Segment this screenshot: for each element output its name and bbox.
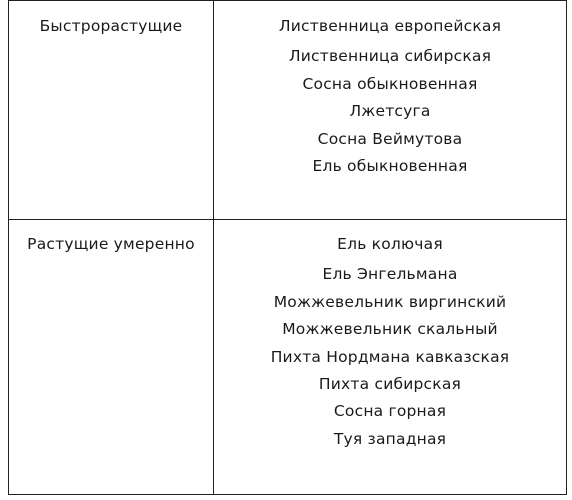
list-item: Пихта Нордмана кавказская <box>270 347 510 366</box>
list-item: Лиственница сибирская <box>288 47 492 66</box>
list-item: Лиственница европейская <box>278 17 502 35</box>
list-item: Туя западная <box>333 429 447 448</box>
growth-rate-table <box>8 0 567 495</box>
list-item: Лжетсуга <box>349 102 431 121</box>
list-item: Можжевельник виргинский <box>273 292 507 311</box>
list-item: Ель Энгельмана <box>322 265 458 284</box>
category-cell <box>9 220 214 495</box>
table-row <box>9 1 567 220</box>
list-item: Можжевельник скальный <box>282 320 498 339</box>
species-cell <box>214 220 567 495</box>
species-cell <box>214 1 567 220</box>
list-item: Сосна обыкновенная <box>302 74 478 93</box>
list-item: Пихта сибирская <box>318 375 462 394</box>
species-list <box>214 1 566 180</box>
category-label: Быстрорастущие <box>39 17 183 35</box>
category-label: Растущие умеренно <box>27 235 195 253</box>
list-item: Сосна горная <box>333 402 447 421</box>
table-row <box>9 220 567 495</box>
species-list <box>214 220 566 453</box>
category-cell <box>9 1 214 220</box>
list-item: Сосна Веймутова <box>317 129 463 148</box>
list-item: Ель обыкновенная <box>312 157 468 176</box>
list-item: Ель колючая <box>337 235 443 253</box>
